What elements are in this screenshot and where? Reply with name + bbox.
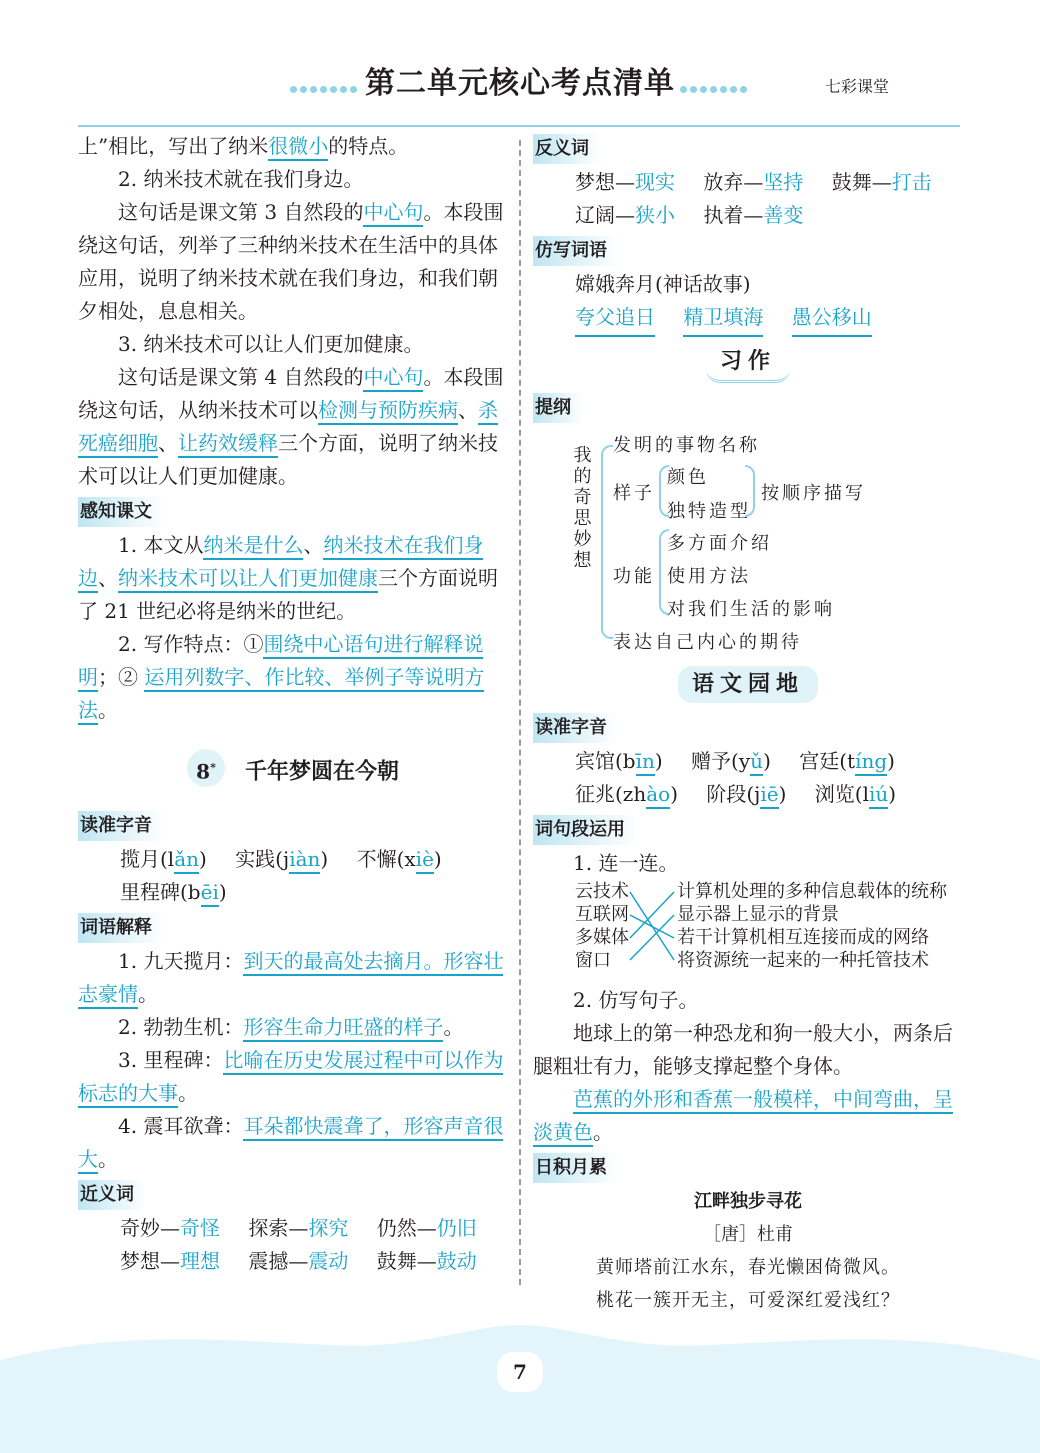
- match-left-column: [575, 880, 629, 972]
- synonym-pair: 探索—探究: [248, 1215, 349, 1240]
- paragraph: 2. 纳米技术就在我们身边。: [118, 167, 364, 191]
- antonym-pair: 放弃—坚持: [703, 170, 804, 194]
- match-lines: [628, 880, 678, 972]
- section-heading: 提纲: [533, 393, 583, 423]
- match-right-item: 计算机处理的多种信息载体的统称: [677, 881, 947, 902]
- match-left-item: 窗口: [575, 950, 611, 971]
- page-number: 7: [497, 1352, 543, 1392]
- paragraph: 上”相比，写出了纳米很微小的特点。: [78, 130, 508, 163]
- outline-item: 表达自己内心的期待: [613, 632, 802, 653]
- match-left-item: 互联网: [575, 904, 629, 925]
- outline-item: 颜色: [667, 467, 709, 488]
- paragraph: 这句话是课文第 3 自然段的中心句。本段围绕这句话，列举了三种纳米技术在生活中的具体应用，说明了纳米技术就在我们身边，和我们朝夕相处，息息相关。: [78, 200, 504, 323]
- imitate-question: 嫦娥奔月(神话故事): [575, 272, 751, 296]
- match-right-item: 将资源统一起来的一种托管技术: [677, 950, 929, 971]
- pinyin-item: 浏览(liú): [815, 778, 896, 811]
- column-divider: [519, 140, 521, 1285]
- pinyin-item: 赠予(yǔ): [691, 745, 771, 778]
- question: 1. 连一连。: [573, 851, 679, 875]
- section-heading: 反义词: [533, 134, 601, 164]
- poem-line: 桃花一簇开无主，可爱深红爱浅红？: [596, 1290, 900, 1311]
- pinyin-row: [78, 843, 508, 876]
- match-left-item: 多媒体: [575, 927, 629, 948]
- match-right-item: 显示器上显示的背景: [677, 904, 839, 925]
- pinyin-row: [78, 876, 508, 909]
- synonym-pair: 鼓舞—鼓动: [376, 1248, 477, 1273]
- antonym-pair: 梦想—现实: [575, 170, 675, 194]
- pinyin-row: [533, 778, 963, 811]
- banner-composition: 习作: [533, 343, 963, 383]
- pinyin-item: 揽月(lǎn): [120, 843, 207, 876]
- synonym-pair: 梦想—理想: [120, 1248, 220, 1273]
- antonym-row: [533, 166, 963, 199]
- section-heading: 词语解释: [78, 913, 164, 943]
- pinyin-item: 不懈(xiè): [357, 843, 442, 876]
- definition: 3. 里程碑：比喻在历史发展过程中可以作为标志的大事。: [78, 1044, 508, 1110]
- match-line: [630, 915, 674, 960]
- synonym-pair: 震撼—震动: [248, 1248, 349, 1273]
- definition: 1. 九天揽月：到天的最高处去摘月。形容壮志豪情。: [78, 945, 508, 1011]
- paragraph: 2. 写作特点：①围绕中心语句进行解释说明；② 运用列数字、作比较、举例子等说明方法。: [78, 628, 508, 727]
- section-heading: 近义词: [78, 1180, 146, 1210]
- synonym-row: [78, 1212, 508, 1245]
- outline-item: 按顺序描写: [761, 483, 866, 504]
- outline-item: 使用方法: [667, 566, 751, 587]
- pinyin-item: 宫廷(tíng): [799, 745, 895, 778]
- matching-exercise: [533, 880, 963, 984]
- match-line: [630, 892, 674, 938]
- outline-item: 样子: [613, 483, 655, 504]
- paragraph: 1. 本文从纳米是什么、纳米技术在我们身边、纳米技术可以让人们更加健康三个方面说明了 21 世纪必将是纳米的世纪。: [78, 533, 498, 623]
- match-left-item: 云技术: [575, 881, 629, 902]
- section-heading: 词句段运用: [533, 815, 637, 845]
- antonym-row: [533, 199, 963, 232]
- antonym-pair: 鼓舞—打击: [831, 170, 932, 194]
- poem: [533, 1185, 963, 1317]
- pinyin-row: [533, 745, 963, 778]
- header-rule: [78, 125, 960, 127]
- outline-brace: [745, 465, 755, 517]
- pinyin-item: 宾馆(bīn): [575, 745, 663, 778]
- antonym-pair: 辽阔—狭小: [575, 203, 675, 227]
- pinyin-item: 里程碑(bēi): [120, 876, 227, 909]
- definition: 4. 震耳欲聋：耳朵都快震聋了，形容声音很大。: [78, 1110, 508, 1176]
- pinyin-item: 征兆(zhào): [575, 778, 678, 811]
- pinyin-item: 实践(jiàn): [235, 843, 328, 876]
- poem-author: ［唐］杜甫: [703, 1224, 793, 1245]
- banner-chinese-garden: 语文园地: [533, 666, 963, 703]
- outline-item: 对我们生活的影响: [667, 599, 835, 620]
- section-heading: 仿写词语: [533, 236, 619, 266]
- question: 2. 仿写句子。: [573, 988, 699, 1012]
- antonym-pair: 执着—善变: [703, 203, 804, 227]
- section-heading: 感知课文: [78, 497, 164, 527]
- answer-sentence: 芭蕉的外形和香蕉一般模样，中间弯曲，呈淡黄色。: [533, 1083, 963, 1149]
- outline-diagram: [533, 425, 963, 660]
- synonym-row: [78, 1245, 508, 1278]
- section-heading: 读准字音: [533, 713, 619, 743]
- page-title: 第二单元核心考点清单: [365, 66, 675, 101]
- left-column: [78, 130, 508, 1278]
- pinyin-item: 阶段(jiē): [706, 778, 786, 811]
- imitate-answers: [533, 301, 963, 337]
- match-line: [630, 915, 674, 938]
- outline-root: 我的奇思妙想: [573, 445, 595, 571]
- header-dots-right: [680, 78, 750, 86]
- synonym-pair: 仍然—仍旧: [376, 1215, 477, 1240]
- brand-label: 七彩课堂: [825, 77, 890, 96]
- match-right-column: [677, 880, 947, 972]
- section-heading: 读准字音: [78, 811, 164, 841]
- right-column: [533, 130, 963, 1317]
- outline-brace: [601, 445, 613, 639]
- paragraph: 这句话是课文第 4 自然段的中心句。本段围绕这句话，从纳米技术可以检测与预防疾病、杀死癌细胞、让药效缓释三个方面，说明了纳米技术可以让人们更加健康。: [78, 365, 504, 488]
- match-right-item: 若干计算机相互连接而成的网络: [677, 927, 929, 948]
- outline-item: 多方面介绍: [667, 533, 772, 554]
- imitate-answer: 夸父追日: [575, 301, 655, 337]
- outline-item: 发明的事物名称: [613, 435, 760, 456]
- imitate-answer: 精卫填海: [683, 301, 763, 337]
- outline-item: 功能: [613, 566, 655, 587]
- lesson-number: 8*: [187, 749, 225, 787]
- example-sentence: 地球上的第一种恐龙和狗一般大小，两条后腿粗壮有力，能够支撑起整个身体。: [533, 1021, 953, 1078]
- paragraph: 3. 纳米技术可以让人们更加健康。: [118, 332, 424, 356]
- poem-line: 黄师塔前江水东，春光懒困倚微风。: [596, 1257, 900, 1278]
- synonym-pair: 奇妙—奇怪: [120, 1215, 220, 1240]
- outline-item: 独特造型: [667, 501, 751, 522]
- imitate-answer: 愚公移山: [792, 301, 872, 337]
- definition: 2. 勃勃生机：形容生命力旺盛的样子。: [78, 1011, 508, 1044]
- poem-title: 江畔独步寻花: [694, 1191, 802, 1212]
- section-heading: 日积月累: [533, 1153, 619, 1183]
- lesson-title: 8* 千年梦圆在今朝: [78, 749, 508, 789]
